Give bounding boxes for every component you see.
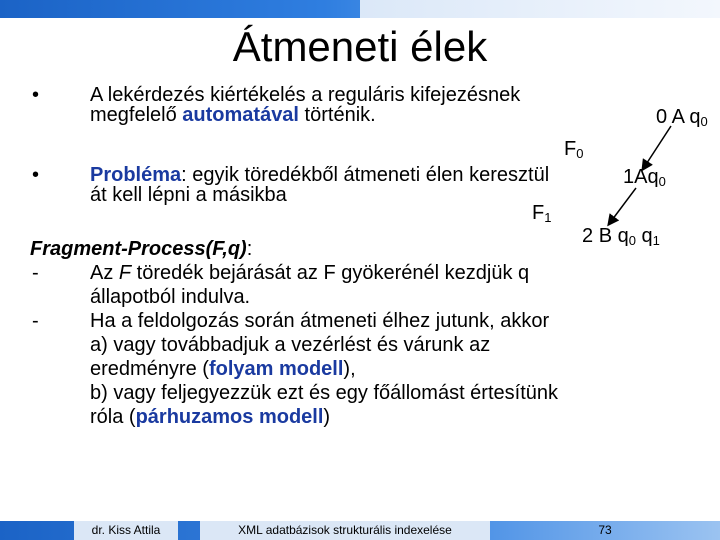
fragment-step (30, 309, 560, 429)
fragment-sub: 0 (576, 146, 584, 161)
option-text: ), (343, 358, 356, 380)
fragment-process-block (30, 237, 560, 429)
option-emphasis: folyam modell (208, 358, 344, 380)
node-number: 2 (582, 225, 594, 247)
step-option-b (90, 381, 560, 429)
node-number: 1 (623, 166, 635, 188)
step-italic: F (118, 262, 132, 284)
node-state: q (641, 225, 653, 247)
fragment-letter: F (532, 202, 545, 224)
node-state-sub: 0 (658, 174, 666, 189)
slide-title: Átmeneti élek (232, 23, 488, 70)
footer-bar (0, 521, 720, 540)
node-letter: B (598, 225, 613, 247)
footer-course: XML adatbázisok strukturális indexelése (238, 523, 452, 537)
footer-author: dr. Kiss Attila (91, 523, 161, 537)
bullet-text-part: : egyik töredékből átmeneti élen keresztül át kell lépni a másikba (90, 164, 550, 206)
step-dash: - (32, 262, 39, 284)
step-dash: - (32, 310, 39, 332)
bullet-text-part: A lekérdezés kiértékelés a reguláris kifejezésnek megfelelő (90, 84, 521, 126)
fragment-step (30, 261, 560, 309)
node-number: 0 (656, 106, 668, 128)
bullet-marker: • (32, 164, 40, 186)
step-option-a (90, 333, 560, 381)
fragment-letter: F (564, 138, 577, 160)
bullet-text-part: történik. (299, 104, 376, 126)
bullet-marker: • (32, 84, 40, 106)
title-colon: : (246, 238, 253, 260)
option-text: ) (323, 406, 331, 428)
step-text: Az (90, 262, 119, 284)
option-text: a) vagy továbbadjuk a vezérlést és várunk az eredményre ( (90, 334, 491, 380)
node-state-sub: 1 (652, 233, 660, 248)
fragment-sub: 1 (544, 210, 552, 225)
node-state: q (617, 225, 629, 247)
node-state-sub: 0 (700, 114, 708, 129)
node-state-sub: 0 (628, 233, 636, 248)
edge-0-to-1 (643, 126, 671, 169)
option-emphasis: párhuzamos modell (135, 406, 324, 428)
step-text: Ha a feldolgozás során átmeneti élhez jutunk, akkor (90, 310, 550, 332)
step-text: töredék bejárását az F gyökerénél kezdjük q állapotból indulva. (90, 262, 530, 308)
node-letter: A (634, 166, 648, 188)
bullet-emphasis: automatával (182, 104, 299, 126)
fragment-process-name: Fragment-Process(F,q) (30, 238, 247, 260)
fragment-process-title (30, 237, 560, 261)
option-text: b) vagy feljegyezzük ezt és egy főállomást értesítünk róla ( (90, 382, 559, 428)
edge-1-to-2 (609, 188, 636, 224)
node-state: q (647, 166, 659, 188)
bullet-emphasis: Probléma (90, 164, 182, 186)
page-number: 73 (598, 523, 612, 537)
node-state: q (689, 106, 701, 128)
node-letter: A (671, 106, 684, 128)
